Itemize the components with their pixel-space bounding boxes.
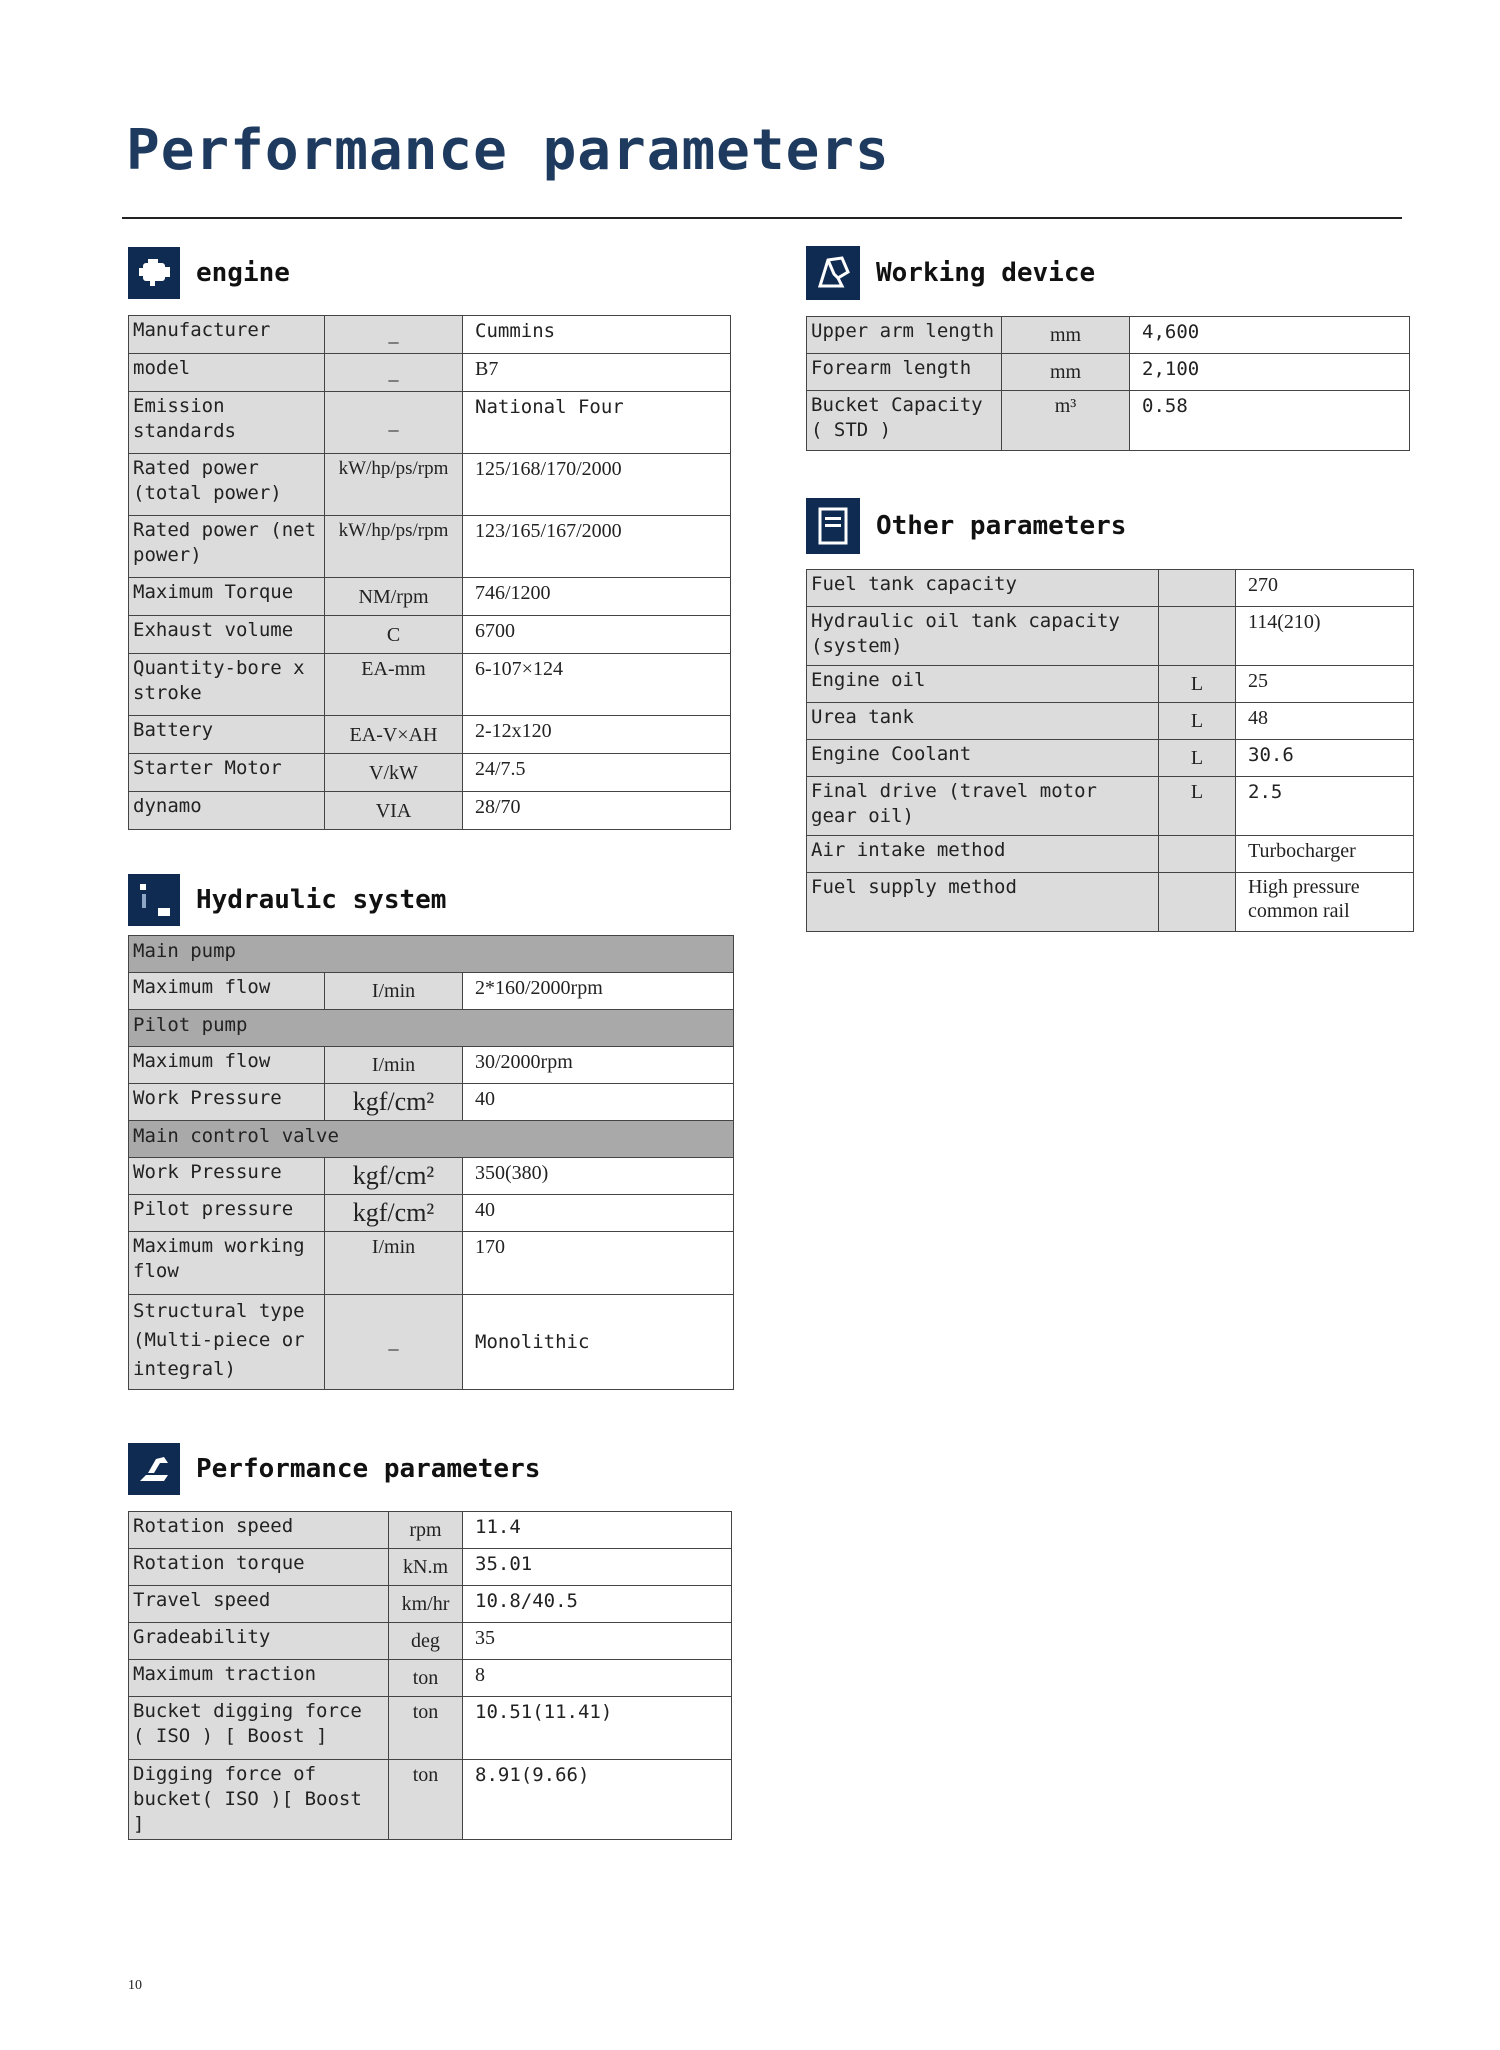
spec-value: 28/70 — [463, 792, 731, 830]
spec-value: Monolithic — [463, 1295, 734, 1390]
spec-label: Maximum traction — [129, 1660, 389, 1697]
spec-value: 10.8/40.5 — [463, 1586, 732, 1623]
spec-label: Fuel supply method — [807, 873, 1159, 932]
hydraulic-icon — [128, 874, 180, 926]
table-row — [129, 716, 731, 754]
spec-label: Engine oil — [807, 666, 1159, 703]
spec-value: National Four — [463, 392, 731, 454]
table-row — [129, 454, 731, 516]
spec-unit — [1159, 570, 1236, 607]
spec-label: Rated power (total power) — [129, 454, 325, 516]
spec-value: 40 — [463, 1195, 734, 1232]
spec-label: Quantity-bore x stroke — [129, 654, 325, 716]
spec-value: 25 — [1236, 666, 1414, 703]
spec-label: Engine Coolant — [807, 740, 1159, 777]
table-row — [129, 792, 731, 830]
spec-label: Maximum working flow — [129, 1232, 325, 1295]
performance-section-header — [128, 1443, 540, 1495]
spec-value: 6-107×124 — [463, 654, 731, 716]
spec-unit: kgf/cm² — [325, 1158, 463, 1195]
spec-unit — [1159, 836, 1236, 873]
spec-unit: NM/rpm — [325, 578, 463, 616]
spec-value: B7 — [463, 354, 731, 392]
spec-unit: deg — [389, 1623, 463, 1660]
spec-value: 2.5 — [1236, 777, 1414, 836]
spec-value: 2*160/2000rpm — [463, 973, 734, 1010]
spec-label: Final drive (travel motor gear oil) — [807, 777, 1159, 836]
spec-value: 8 — [463, 1660, 732, 1697]
spec-unit: EA-mm — [325, 654, 463, 716]
spec-unit: I/min — [325, 1047, 463, 1084]
spec-label: Starter Motor — [129, 754, 325, 792]
title-divider — [122, 217, 1402, 219]
spec-label: Forearm length — [807, 354, 1002, 391]
spec-unit: kgf/cm² — [325, 1195, 463, 1232]
table-row — [129, 1512, 732, 1549]
spec-value: Turbocharger — [1236, 836, 1414, 873]
spec-unit: kW/hp/ps/rpm — [325, 454, 463, 516]
table-row — [807, 391, 1410, 451]
spec-value: 24/7.5 — [463, 754, 731, 792]
table-row — [807, 354, 1410, 391]
table-row — [129, 1549, 732, 1586]
spec-label: Bucket Capacity ( STD ) — [807, 391, 1002, 451]
table-row — [129, 392, 731, 454]
table-row — [807, 570, 1414, 607]
spec-unit: I/min — [325, 1232, 463, 1295]
spec-value: 270 — [1236, 570, 1414, 607]
spec-label: dynamo — [129, 792, 325, 830]
spec-unit: EA-V×AH — [325, 716, 463, 754]
spec-unit: _ — [325, 354, 463, 392]
spec-value: 746/1200 — [463, 578, 731, 616]
spec-unit: L — [1159, 740, 1236, 777]
spec-unit: L — [1159, 703, 1236, 740]
page-number: 10 — [128, 1978, 142, 1993]
spec-value: Cummins — [463, 316, 731, 354]
excavator-icon — [128, 1443, 180, 1495]
spec-unit: V/kW — [325, 754, 463, 792]
spec-value: 350(380) — [463, 1158, 734, 1195]
spec-value: 30.6 — [1236, 740, 1414, 777]
table-row — [129, 354, 731, 392]
spec-label: Hydraulic oil tank capacity (system) — [807, 607, 1159, 666]
table-row — [129, 1047, 734, 1084]
spec-unit: ton — [389, 1660, 463, 1697]
table-row — [807, 666, 1414, 703]
working-device-section-header — [806, 246, 1095, 300]
table-row — [129, 316, 731, 354]
spec-value: 2-12x120 — [463, 716, 731, 754]
spec-unit — [1159, 873, 1236, 932]
hydraulic-section-header — [128, 874, 446, 926]
page-title: Performance parameters — [126, 118, 890, 183]
spec-label: Structural type (Multi-piece or integral) — [129, 1295, 325, 1390]
spec-label: Digging force of bucket( ISO )[ Boost ] — [129, 1760, 389, 1840]
spec-value: 123/165/167/2000 — [463, 516, 731, 578]
table-row — [807, 607, 1414, 666]
spec-unit: C — [325, 616, 463, 654]
table-row — [129, 516, 731, 578]
working-device-table — [806, 316, 1410, 451]
spec-label: Maximum Torque — [129, 578, 325, 616]
table-row — [129, 1697, 732, 1760]
spec-label: Maximum flow — [129, 973, 325, 1010]
spec-value: 35.01 — [463, 1549, 732, 1586]
spec-label: Gradeability — [129, 1623, 389, 1660]
spec-label: Manufacturer — [129, 316, 325, 354]
spec-value: 11.4 — [463, 1512, 732, 1549]
working-device-section-title: Working device — [876, 258, 1096, 288]
spec-label: Battery — [129, 716, 325, 754]
spec-label: Exhaust volume — [129, 616, 325, 654]
table-row — [807, 777, 1414, 836]
spec-value: High pressure common rail — [1236, 873, 1414, 932]
spec-label: Air intake method — [807, 836, 1159, 873]
table-row — [129, 1158, 734, 1195]
spec-value: 170 — [463, 1232, 734, 1295]
spec-unit: kN.m — [389, 1549, 463, 1586]
spec-value: 10.51(11.41) — [463, 1697, 732, 1760]
engine-table — [128, 315, 731, 830]
spec-label: Upper arm length — [807, 317, 1002, 354]
spec-value: 30/2000rpm — [463, 1047, 734, 1084]
table-row — [129, 1084, 734, 1121]
spec-unit: I/min — [325, 973, 463, 1010]
table-row — [129, 1232, 734, 1295]
table-row — [807, 873, 1414, 932]
table-group-row — [129, 1010, 734, 1047]
engine-section-title: engine — [196, 258, 290, 288]
spec-unit: _ — [325, 316, 463, 354]
spec-unit: ton — [389, 1760, 463, 1840]
table-row — [129, 654, 731, 716]
table-row — [129, 1195, 734, 1232]
spec-unit: kW/hp/ps/rpm — [325, 516, 463, 578]
spec-unit: m³ — [1002, 391, 1130, 451]
spec-label: model — [129, 354, 325, 392]
spec-value: 114(210) — [1236, 607, 1414, 666]
spec-label: Emission standards — [129, 392, 325, 454]
table-row — [129, 1295, 734, 1390]
table-row — [129, 1586, 732, 1623]
group-label: Main pump — [129, 936, 734, 973]
group-label: Main control valve — [129, 1121, 734, 1158]
boom-arm-icon — [806, 246, 860, 300]
spec-label: Rated power (net power) — [129, 516, 325, 578]
spec-label: Travel speed — [129, 1586, 389, 1623]
document-icon — [806, 498, 860, 554]
spec-value: 2,100 — [1130, 354, 1410, 391]
table-row — [807, 836, 1414, 873]
spec-unit: L — [1159, 666, 1236, 703]
spec-label: Urea tank — [807, 703, 1159, 740]
table-row — [807, 703, 1414, 740]
table-row — [129, 754, 731, 792]
spec-label: Rotation speed — [129, 1512, 389, 1549]
spec-value: 125/168/170/2000 — [463, 454, 731, 516]
spec-label: Bucket digging force ( ISO ) [ Boost ] — [129, 1697, 389, 1760]
hydraulic-table — [128, 935, 734, 1390]
table-row — [807, 317, 1410, 354]
spec-label: Rotation torque — [129, 1549, 389, 1586]
other-section-title: Other parameters — [876, 511, 1127, 541]
spec-value: 6700 — [463, 616, 731, 654]
other-section-header — [806, 498, 1126, 554]
spec-value: 40 — [463, 1084, 734, 1121]
other-parameters-table — [806, 569, 1414, 932]
engine-icon — [128, 247, 180, 299]
spec-unit: km/hr — [389, 1586, 463, 1623]
spec-unit: L — [1159, 777, 1236, 836]
spec-unit: _ — [325, 1295, 463, 1390]
engine-section-header — [128, 247, 290, 299]
spec-unit: ton — [389, 1697, 463, 1760]
spec-value: 48 — [1236, 703, 1414, 740]
spec-unit: kgf/cm² — [325, 1084, 463, 1121]
spec-label: Work Pressure — [129, 1158, 325, 1195]
spec-label: Maximum flow — [129, 1047, 325, 1084]
table-row — [129, 1760, 732, 1840]
table-row — [129, 973, 734, 1010]
table-row — [807, 740, 1414, 777]
spec-unit: rpm — [389, 1512, 463, 1549]
spec-label: Pilot pressure — [129, 1195, 325, 1232]
hydraulic-section-title: Hydraulic system — [196, 885, 447, 915]
spec-unit: mm — [1002, 354, 1130, 391]
spec-value: 8.91(9.66) — [463, 1760, 732, 1840]
table-group-row — [129, 936, 734, 973]
spec-unit — [1159, 607, 1236, 666]
spec-label: Fuel tank capacity — [807, 570, 1159, 607]
table-row — [129, 1623, 732, 1660]
table-row — [129, 1660, 732, 1697]
table-row — [129, 616, 731, 654]
spec-unit: _ — [325, 392, 463, 454]
group-label: Pilot pump — [129, 1010, 734, 1047]
spec-value: 4,600 — [1130, 317, 1410, 354]
table-group-row — [129, 1121, 734, 1158]
performance-section-title: Performance parameters — [196, 1454, 541, 1484]
spec-label: Work Pressure — [129, 1084, 325, 1121]
table-row — [129, 578, 731, 616]
spec-value: 35 — [463, 1623, 732, 1660]
spec-value: 0.58 — [1130, 391, 1410, 451]
spec-unit: VIA — [325, 792, 463, 830]
spec-unit: mm — [1002, 317, 1130, 354]
performance-table — [128, 1511, 732, 1840]
